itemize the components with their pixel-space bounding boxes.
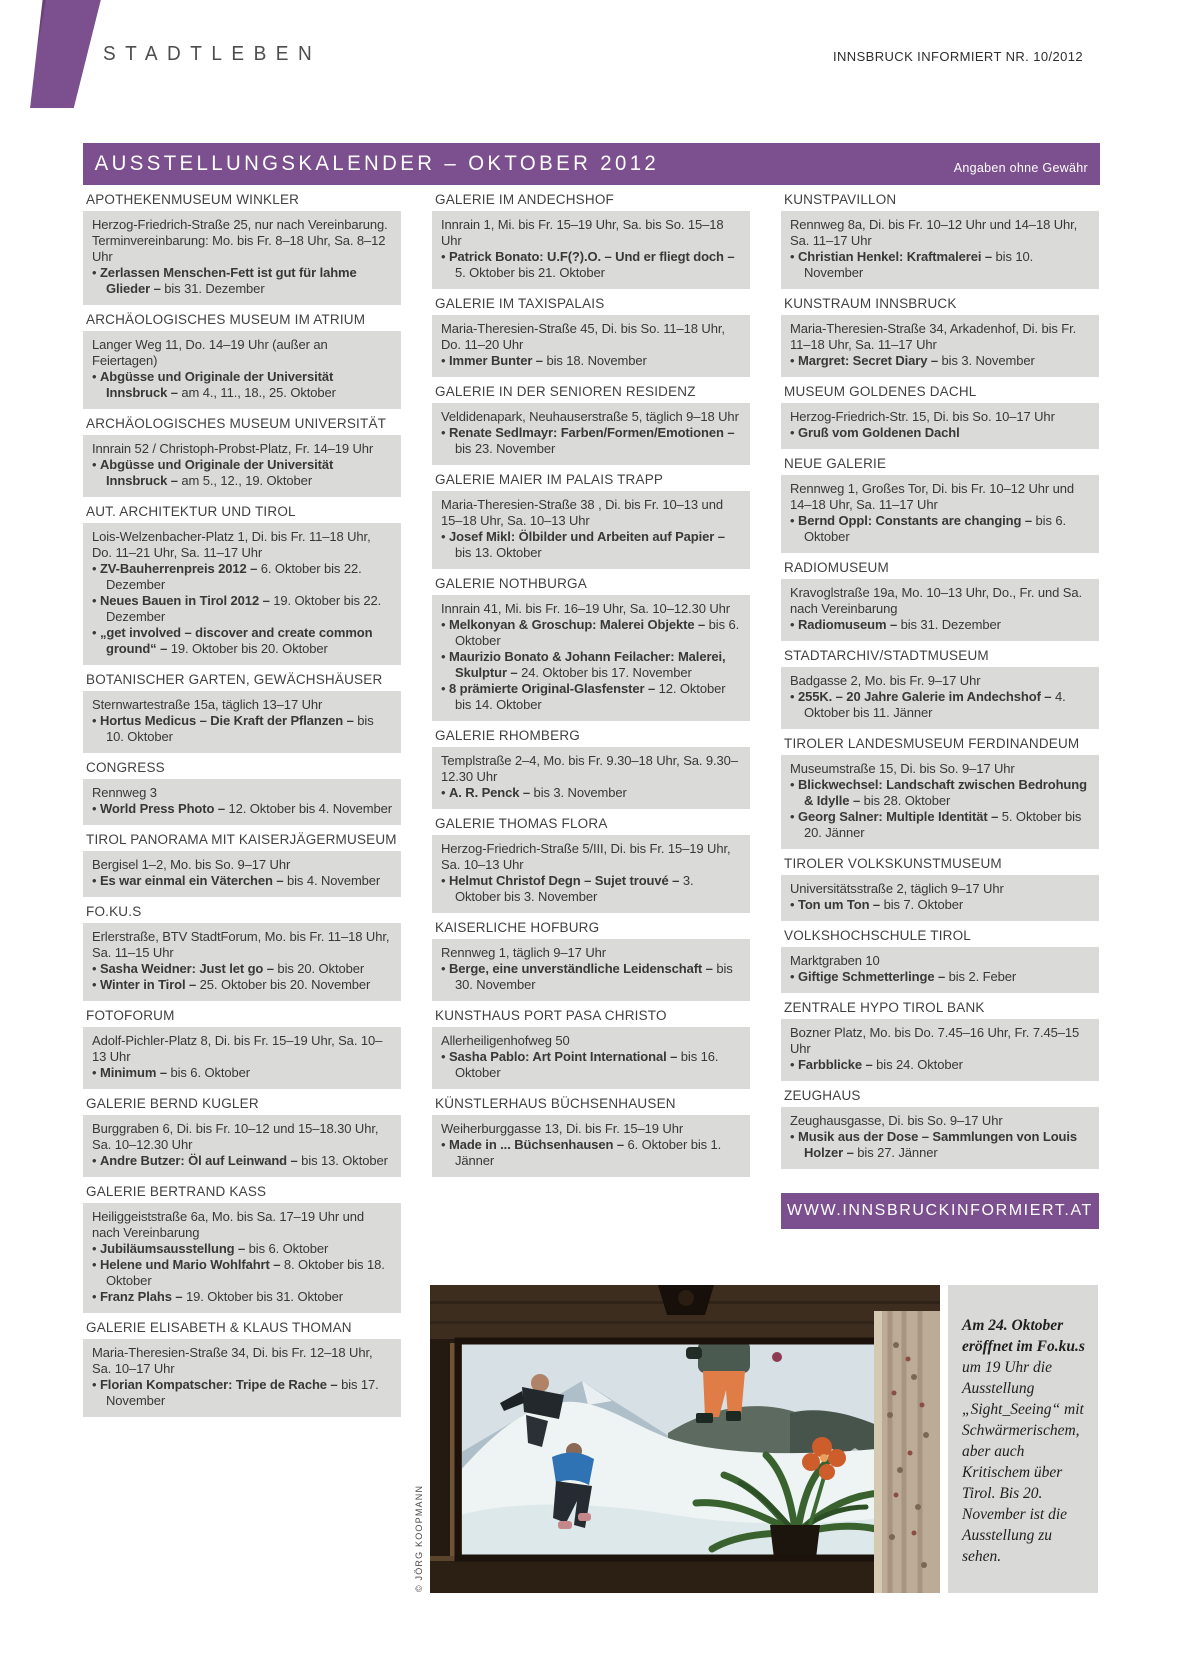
exhibition-item: • Helmut Christof Degn – Sujet trouvé – 3. Oktober bis 3. November xyxy=(441,873,694,904)
venue-details xyxy=(432,1027,750,1089)
venue-details xyxy=(432,595,750,721)
venue-heading: BOTANISCHER GARTEN, GEWÄCHSHÄUSER xyxy=(86,672,383,687)
venue-details xyxy=(432,491,750,569)
exhibition-item: • Maurizio Bonato & Johann Feilacher: Malerei, Skulptur – 24. Oktober bis 17. November xyxy=(441,649,726,680)
exhibition-dates: 6. Oktober bis 22. Dezember xyxy=(106,561,362,592)
exhibition-title: Radiomuseum – xyxy=(797,617,898,632)
venue-details xyxy=(83,1115,401,1177)
exhibition-dates: 4. Oktober bis 11. Jänner xyxy=(804,689,1066,720)
caption-body: um 19 Uhr die Ausstellung „Sight_Seeing“ mit Schwärmerischem, aber auch Kritischem über Tirol. Bis 20. November ist die Ausstellung zu sehen. xyxy=(962,1359,1084,1565)
exhibition-title: World Press Photo – xyxy=(99,801,225,816)
column-2-entries xyxy=(432,192,750,1177)
exhibition-item: • Renate Sedlmayr: Farben/Formen/Emotionen – bis 23. November xyxy=(441,425,735,456)
exhibition-title: ZV-Bauherrenpreis 2012 – xyxy=(99,561,258,576)
column-3 xyxy=(781,190,1099,1417)
exhibition-dates: 12. Oktober bis 14. Oktober xyxy=(455,681,726,712)
exhibition-item: • ZV-Bauherrenpreis 2012 – 6. Oktober bis 22. Dezember xyxy=(92,561,362,592)
exhibition-dates: 5. Oktober bis 20. Jänner xyxy=(804,809,1082,840)
exhibition-item: • Georg Salner: Multiple Identität – 5. Oktober bis 20. Jänner xyxy=(790,809,1082,840)
exhibition-title: Es war einmal ein Väterchen – xyxy=(99,873,284,888)
exhibition-title: Abgüsse und Originale der Universität Innsbruck – xyxy=(99,369,334,400)
exhibition-title: A. R. Penck – xyxy=(448,785,531,800)
issue-reference: INNSBRUCK INFORMIERT NR. 10/2012 xyxy=(833,49,1083,64)
exhibition-dates: 5. Oktober bis 21. Oktober xyxy=(455,265,605,280)
exhibition-title: Giftige Schmetterlinge – xyxy=(797,969,946,984)
exhibition-item: • Immer Bunter – bis 18. November xyxy=(441,353,647,368)
exhibition-item: • Neues Bauen in Tirol 2012 – 19. Oktober bis 22. Dezember xyxy=(92,593,382,624)
exhibition-item: • Christian Henkel: Kraftmalerei – bis 10. November xyxy=(790,249,1034,280)
venue-heading: MUSEUM GOLDENES DACHL xyxy=(784,384,977,399)
venue-heading: AUT. ARCHITEKTUR UND TIROL xyxy=(86,504,296,519)
exhibition-dates: bis 10. November xyxy=(804,249,1034,280)
venue-heading: RADIOMUSEUM xyxy=(784,560,889,575)
window-photo-illustration xyxy=(430,1285,940,1593)
venue-address-hours: Veldidenapark, Neuhauserstraße 5, täglich 9–18 Uhr xyxy=(441,409,739,424)
venue-heading: TIROLER LANDESMUSEUM FERDINANDEUM xyxy=(784,736,1080,751)
venue-address-hours: Zeughausgasse, Di. bis So. 9–17 Uhr xyxy=(790,1113,1003,1128)
venue-heading: KAISERLICHE HOFBURG xyxy=(435,920,600,935)
venue-heading: KÜNSTLERHAUS BÜCHSENHAUSEN xyxy=(435,1096,676,1111)
calendar-title-bar xyxy=(83,143,1100,185)
exhibition-dates: bis 6. Oktober xyxy=(804,513,1066,544)
exhibition-title: Winter in Tirol – xyxy=(99,977,197,992)
exhibition-dates: bis 18. November xyxy=(542,353,647,368)
exhibition-item: • Es war einmal ein Väterchen – bis 4. November xyxy=(92,873,381,888)
exhibition-dates: 25. Oktober bis 20. November xyxy=(196,977,371,992)
calendar-title: AUSSTELLUNGSKALENDER – OKTOBER 2012 xyxy=(94,152,660,175)
exhibition-title: Melkonyan & Groschup: Malerei Objekte – xyxy=(448,617,706,632)
exhibition-title: Florian Kompatscher: Tripe de Rache – xyxy=(99,1377,338,1392)
venue-address-hours: Langer Weg 11, Do. 14–19 Uhr (außer an Feiertagen) xyxy=(92,337,328,368)
exhibition-item: • Musik aus der Dose – Sammlungen von Louis Holzer – bis 27. Jänner xyxy=(790,1129,1078,1160)
exhibition-dates: 12. Oktober bis 4. November xyxy=(224,801,392,816)
column-2 xyxy=(432,190,750,1417)
venue-details xyxy=(781,875,1099,921)
venue-address-hours: Erlerstraße, BTV StadtForum, Mo. bis Fr. 11–18 Uhr, Sa. 11–15 Uhr xyxy=(92,929,390,960)
venue-details xyxy=(83,851,401,897)
exhibition-title: Patrick Bonato: U.F(?).O. – Und er fliegt doch – xyxy=(448,249,735,264)
exhibition-dates: bis 4. November xyxy=(283,873,381,888)
exhibition-title: Bernd Oppl: Constants are changing – xyxy=(797,513,1033,528)
venue-heading: GALERIE IM ANDECHSHOF xyxy=(435,192,614,207)
venue-details xyxy=(83,435,401,497)
exhibition-title: Sasha Weidner: Just let go – xyxy=(99,961,274,976)
exhibition-item: • 255K. – 20 Jahre Galerie im Andechshof – 4. Oktober bis 11. Jänner xyxy=(790,689,1066,720)
exhibition-title: Farbblicke – xyxy=(797,1057,873,1072)
venue-details xyxy=(83,691,401,753)
venue-heading: ZENTRALE HYPO TIROL BANK xyxy=(784,1000,985,1015)
exhibition-title: Abgüsse und Originale der Universität Innsbruck – xyxy=(99,457,334,488)
venue-details xyxy=(83,1203,401,1313)
venue-details xyxy=(432,315,750,377)
venue-address-hours: Rennweg 8a, Di. bis Fr. 10–12 Uhr und 14–18 Uhr, Sa. 11–17 Uhr xyxy=(790,217,1078,248)
venue-heading: VOLKSHOCHSCHULE TIROL xyxy=(784,928,971,943)
exhibition-item: • World Press Photo – 12. Oktober bis 4. November xyxy=(92,801,392,816)
venue-address-hours: Weiherburggasse 13, Di. bis Fr. 15–19 Uhr xyxy=(441,1121,684,1136)
exhibition-title: „get involved – discover and create common ground“ – xyxy=(99,625,373,656)
exhibition-title: Renate Sedlmayr: Farben/Formen/Emotionen – xyxy=(448,425,735,440)
venue-details xyxy=(83,1027,401,1089)
exhibition-dates: bis 6. Oktober xyxy=(455,617,740,648)
exhibition-dates: bis 3. November xyxy=(938,353,1035,368)
exhibition-dates: bis 6. Oktober xyxy=(245,1241,329,1256)
venue-address-hours: Bozner Platz, Mo. bis Do. 7.45–16 Uhr, Fr. 7.45–15 Uhr xyxy=(790,1025,1080,1056)
exhibition-title: Immer Bunter – xyxy=(448,353,543,368)
venue-address-hours: Universitätsstraße 2, täglich 9–17 Uhr xyxy=(790,881,1004,896)
exhibition-title: 8 prämierte Original-Glasfenster – xyxy=(448,681,656,696)
venue-heading: GALERIE IM TAXISPALAIS xyxy=(435,296,605,311)
exhibition-dates: bis 28. Oktober xyxy=(860,793,951,808)
venue-details xyxy=(83,923,401,1001)
venue-address-hours: Innrain 52 / Christoph-Probst-Platz, Fr. 14–19 Uhr xyxy=(92,441,374,456)
exhibition-title: Berge, eine unverständliche Leidenschaft – xyxy=(448,961,713,976)
exhibition-dates: bis 13. Oktober xyxy=(297,1153,388,1168)
exhibition-item: • Hortus Medicus – Die Kraft der Pflanzen – bis 10. Oktober xyxy=(92,713,374,744)
exhibition-title: Josef Mikl: Ölbilder und Arbeiten auf Papier – xyxy=(448,529,725,544)
exhibition-title: Franz Plahs – xyxy=(99,1289,183,1304)
exhibition-item: • Winter in Tirol – 25. Oktober bis 20. November xyxy=(92,977,371,992)
exhibition-item: • Farbblicke – bis 24. Oktober xyxy=(790,1057,963,1072)
venue-heading: STADTARCHIV/STADTMUSEUM xyxy=(784,648,989,663)
venue-details xyxy=(781,1107,1099,1169)
exhibition-dates: bis 7. Oktober xyxy=(880,897,964,912)
venue-address-hours: Marktgraben 10 xyxy=(790,953,880,968)
exhibition-dates: bis 23. November xyxy=(455,441,556,456)
exhibition-title: Jubiläumsausstellung – xyxy=(99,1241,246,1256)
venue-details xyxy=(432,211,750,289)
venue-address-hours: Badgasse 2, Mo. bis Fr. 9–17 Uhr xyxy=(790,673,981,688)
exhibition-title: Maurizio Bonato & Johann Feilacher: Malerei, Skulptur – xyxy=(448,649,726,680)
venue-details xyxy=(781,755,1099,849)
exhibition-title: Gruß vom Goldenen Dachl xyxy=(797,425,960,440)
exhibition-item: • Made in ... Büchsenhausen – 6. Oktober bis 1. Jänner xyxy=(441,1137,722,1168)
exhibition-title: Helmut Christof Degn – Sujet trouvé – xyxy=(448,873,680,888)
section-title: STADTLEBEN xyxy=(103,43,322,65)
caption-lead: Am 24. Oktober eröffnet im Fo.ku.s xyxy=(962,1317,1085,1355)
venue-details xyxy=(781,579,1099,641)
venue-address-hours: Sternwartestraße 15a, täglich 13–17 Uhr xyxy=(92,697,323,712)
exhibition-title: Neues Bauen in Tirol 2012 – xyxy=(99,593,270,608)
exhibition-dates: bis 3. November xyxy=(530,785,627,800)
exhibition-item: • Bernd Oppl: Constants are changing – bis 6. Oktober xyxy=(790,513,1066,544)
exhibition-dates: bis 31. Dezember xyxy=(160,281,265,296)
venue-address-hours: Kravoglstraße 19a, Mo. 10–13 Uhr, Do., Fr. und Sa. nach Vereinbarung xyxy=(790,585,1082,616)
venue-address-hours: Lois-Welzenbacher-Platz 1, Di. bis Fr. 11–18 Uhr, Do. 11–21 Uhr, Sa. 11–17 Uhr xyxy=(92,529,371,560)
exhibition-dates: bis 16. Oktober xyxy=(455,1049,719,1080)
venue-address-hours: Herzog-Friedrich-Str. 15, Di. bis So. 10–17 Uhr xyxy=(790,409,1055,424)
venue-heading: GALERIE THOMAS FLORA xyxy=(435,816,608,831)
venue-address-hours: Maria-Theresien-Straße 38 , Di. bis Fr. 10–13 und 15–18 Uhr, Sa. 10–13 Uhr xyxy=(441,497,723,528)
venue-details xyxy=(432,747,750,809)
venue-address-hours: Maria-Theresien-Straße 34, Di. bis Fr. 12–18 Uhr, Sa. 10–17 Uhr xyxy=(92,1345,373,1376)
venue-details xyxy=(781,1019,1099,1081)
venue-details xyxy=(781,315,1099,377)
venue-address-hours: Innrain 41, Mi. bis Fr. 16–19 Uhr, Sa. 10–12.30 Uhr xyxy=(441,601,731,616)
venue-address-hours: Maria-Theresien-Straße 34, Arkadenhof, Di. bis Fr. 11–18 Uhr, Sa. 11–17 Uhr xyxy=(790,321,1077,352)
exhibition-item: • A. R. Penck – bis 3. November xyxy=(441,785,627,800)
exhibition-title: 255K. – 20 Jahre Galerie im Andechshof – xyxy=(797,689,1052,704)
exhibition-title: Blickwechsel: Landschaft zwischen Bedrohung & Idylle – xyxy=(797,777,1087,808)
venue-details xyxy=(83,211,401,305)
exhibition-item: • Abgüsse und Originale der Universität Innsbruck – am 4., 11., 18., 25. Oktober xyxy=(92,369,336,400)
venue-heading: GALERIE ELISABETH & KLAUS THOMAN xyxy=(86,1320,352,1335)
exhibition-dates: am 5., 12., 19. Oktober xyxy=(177,473,313,488)
exhibition-dates: 3. Oktober bis 3. November xyxy=(455,873,694,904)
venue-details xyxy=(432,1115,750,1177)
window-photo xyxy=(430,1285,940,1593)
exhibition-title: Sasha Pablo: Art Point International – xyxy=(448,1049,678,1064)
venue-address-hours: Innrain 1, Mi. bis Fr. 15–19 Uhr, Sa. bis So. 15–18 Uhr xyxy=(441,217,724,248)
exhibition-dates: bis 13. Oktober xyxy=(455,545,542,560)
venue-address-hours: Templstraße 2–4, Mo. bis Fr. 9.30–18 Uhr, Sa. 9.30–12.30 Uhr xyxy=(441,753,738,784)
venue-address-hours: Herzog-Friedrich-Straße 25, nur nach Vereinbarung. Terminvereinbarung: Mo. bis Fr. 8–18 Uhr, Sa. 8–12 Uhr xyxy=(92,217,388,264)
exhibition-dates: bis 6. Oktober xyxy=(166,1065,251,1080)
exhibition-dates: bis 24. Oktober xyxy=(872,1057,963,1072)
exhibition-item: • Melkonyan & Groschup: Malerei Objekte – bis 6. Oktober xyxy=(441,617,740,648)
column-1 xyxy=(83,190,401,1417)
calendar-disclaimer: Angaben ohne Gewähr xyxy=(953,161,1088,175)
exhibition-item: • Helene und Mario Wohlfahrt – 8. Oktober bis 18. Oktober xyxy=(92,1257,385,1288)
exhibition-item: • Minimum – bis 6. Oktober xyxy=(92,1065,251,1080)
exhibition-title: Georg Salner: Multiple Identität – xyxy=(797,809,999,824)
exhibition-item: • Giftige Schmetterlinge – bis 2. Feber xyxy=(790,969,1017,984)
column-1-entries xyxy=(83,192,401,1417)
venue-heading: KUNSTRAUM INNSBRUCK xyxy=(784,296,957,311)
exhibition-dates: bis 27. Jänner xyxy=(853,1145,938,1160)
exhibition-title: Helene und Mario Wohlfahrt – xyxy=(99,1257,281,1272)
exhibition-dates: am 4., 11., 18., 25. Oktober xyxy=(177,385,336,400)
venue-heading: TIROLER VOLKSKUNSTMUSEUM xyxy=(784,856,1002,871)
exhibition-title: Made in ... Büchsenhausen – xyxy=(448,1137,624,1152)
website-banner: WWW.INNSBRUCKINFORMIERT.AT xyxy=(781,1193,1099,1229)
venue-heading: APOTHEKENMUSEUM WINKLER xyxy=(86,192,300,207)
exhibition-item: • „get involved – discover and create common ground“ – 19. Oktober bis 20. Oktober xyxy=(92,625,373,656)
photo-credit: © JÖRG KOOPMANN xyxy=(414,1484,424,1592)
exhibition-dates: bis 10. Oktober xyxy=(106,713,374,744)
venue-heading: GALERIE RHOMBERG xyxy=(435,728,580,743)
venue-address-hours: Heiliggeiststraße 6a, Mo. bis Sa. 17–19 Uhr und nach Vereinbarung xyxy=(92,1209,365,1240)
venue-details xyxy=(83,523,401,665)
exhibition-dates: 19. Oktober bis 31. Oktober xyxy=(182,1289,343,1304)
exhibition-dates: 8. Oktober bis 18. Oktober xyxy=(106,1257,385,1288)
venue-heading: NEUE GALERIE xyxy=(784,456,887,471)
venue-details xyxy=(781,403,1099,449)
exhibition-item: • Gruß vom Goldenen Dachl xyxy=(790,425,960,440)
venue-details xyxy=(432,403,750,465)
venue-address-hours: Herzog-Friedrich-Straße 5/III, Di. bis Fr. 15–19 Uhr, Sa. 10–13 Uhr xyxy=(441,841,731,872)
venue-details xyxy=(781,947,1099,993)
exhibition-dates: bis 20. Oktober xyxy=(273,961,365,976)
venue-heading: KUNSTHAUS PORT PASA CHRISTO xyxy=(435,1008,667,1023)
exhibition-dates: bis 2. Feber xyxy=(945,969,1017,984)
venue-details xyxy=(83,1339,401,1417)
exhibition-dates: bis 30. November xyxy=(455,961,733,992)
exhibition-item: • Jubiläumsausstellung – bis 6. Oktober xyxy=(92,1241,329,1256)
exhibition-dates: 24. Oktober bis 17. November xyxy=(517,665,692,680)
exhibition-item: • Sasha Weidner: Just let go – bis 20. Oktober xyxy=(92,961,365,976)
venue-address-hours: Rennweg 1, täglich 9–17 Uhr xyxy=(441,945,606,960)
venue-heading: TIROL PANORAMA MIT KAISERJÄGERMUSEUM xyxy=(86,832,397,847)
venue-details xyxy=(781,667,1099,729)
column-3-entries xyxy=(781,192,1099,1169)
page-number: 34 xyxy=(14,42,34,61)
venue-address-hours: Rennweg 1, Großes Tor, Di. bis Fr. 10–12 Uhr und 14–18 Uhr, Sa. 11–17 Uhr xyxy=(790,481,1074,512)
exhibition-dates: 19. Oktober bis 22. Dezember xyxy=(106,593,382,624)
exhibition-item: • Abgüsse und Originale der Universität Innsbruck – am 5., 12., 19. Oktober xyxy=(92,457,334,488)
venue-heading: FO.KU.S xyxy=(86,904,142,919)
venue-address-hours: Burggraben 6, Di. bis Fr. 10–12 und 15–18.30 Uhr, Sa. 10–12.30 Uhr xyxy=(92,1121,379,1152)
venue-heading: FOTOFORUM xyxy=(86,1008,175,1023)
exhibition-item: • Josef Mikl: Ölbilder und Arbeiten auf Papier – bis 13. Oktober xyxy=(441,529,725,560)
exhibition-dates: bis 17. November xyxy=(106,1377,379,1408)
venue-heading: GALERIE IN DER SENIOREN RESIDENZ xyxy=(435,384,696,399)
exhibition-item: • Margret: Secret Diary – bis 3. November xyxy=(790,353,1035,368)
venue-details xyxy=(781,475,1099,553)
exhibition-dates: bis 31. Dezember xyxy=(897,617,1001,632)
exhibition-item: • Zerlassen Menschen-Fett ist gut für lahme Glieder – bis 31. Dezember xyxy=(92,265,357,296)
exhibition-title: Andre Butzer: Öl auf Leinwand – xyxy=(99,1153,298,1168)
exhibition-item: • Franz Plahs – 19. Oktober bis 31. Oktober xyxy=(92,1289,343,1304)
exhibition-title: Christian Henkel: Kraftmalerei – xyxy=(797,249,993,264)
exhibition-title: Ton um Ton – xyxy=(797,897,881,912)
exhibition-title: Hortus Medicus – Die Kraft der Pflanzen – xyxy=(99,713,354,728)
venue-heading: GALERIE BERTRAND KASS xyxy=(86,1184,267,1199)
exhibition-item: • Radiomuseum – bis 31. Dezember xyxy=(790,617,1001,632)
venue-heading: KUNSTPAVILLON xyxy=(784,192,897,207)
exhibition-item: • 8 prämierte Original-Glasfenster – 12. Oktober bis 14. Oktober xyxy=(441,681,726,712)
venue-address-hours: Bergisel 1–2, Mo. bis So. 9–17 Uhr xyxy=(92,857,291,872)
exhibition-dates: 19. Oktober bis 20. Oktober xyxy=(167,641,328,656)
venue-address-hours: Adolf-Pichler-Platz 8, Di. bis Fr. 15–19 Uhr, Sa. 10–13 Uhr xyxy=(92,1033,383,1064)
exhibition-item: • Florian Kompatscher: Tripe de Rache – bis 17. November xyxy=(92,1377,379,1408)
exhibition-dates: 6. Oktober bis 1. Jänner xyxy=(455,1137,722,1168)
venue-address-hours: Rennweg 3 xyxy=(92,785,157,800)
venue-address-hours: Maria-Theresien-Straße 45, Di. bis So. 11–18 Uhr, Do. 11–20 Uhr xyxy=(441,321,725,352)
exhibition-item: • Patrick Bonato: U.F(?).O. – Und er fliegt doch – 5. Oktober bis 21. Oktober xyxy=(441,249,735,280)
exhibition-title: Zerlassen Menschen-Fett ist gut für lahme Glieder – xyxy=(99,265,357,296)
exhibition-item: • Blickwechsel: Landschaft zwischen Bedrohung & Idylle – bis 28. Oktober xyxy=(790,777,1087,808)
venue-details xyxy=(432,835,750,913)
exhibition-item: • Berge, eine unverständliche Leidenschaft – bis 30. November xyxy=(441,961,733,992)
venue-address-hours: Allerheiligenhofweg 50 xyxy=(441,1033,570,1048)
venue-heading: GALERIE NOTHBURGA xyxy=(435,576,587,591)
exhibition-title: Minimum – xyxy=(99,1065,167,1080)
exhibition-title: Musik aus der Dose – Sammlungen von Louis Holzer – xyxy=(797,1129,1078,1160)
venue-heading: ARCHÄOLOGISCHES MUSEUM UNIVERSITÄT xyxy=(86,416,387,431)
exhibition-item: • Sasha Pablo: Art Point International – bis 16. Oktober xyxy=(441,1049,719,1080)
exhibition-item: • Ton um Ton – bis 7. Oktober xyxy=(790,897,964,912)
venue-heading: GALERIE BERND KUGLER xyxy=(86,1096,259,1111)
venue-heading: CONGRESS xyxy=(86,760,165,775)
venue-details xyxy=(83,779,401,825)
venue-heading: ARCHÄOLOGISCHES MUSEUM IM ATRIUM xyxy=(86,312,366,327)
exhibition-title: Margret: Secret Diary – xyxy=(797,353,939,368)
photo-caption xyxy=(948,1285,1098,1593)
venue-details xyxy=(432,939,750,1001)
exhibition-item: • Andre Butzer: Öl auf Leinwand – bis 13. Oktober xyxy=(92,1153,388,1168)
venue-heading: GALERIE MAIER IM PALAIS TRAPP xyxy=(435,472,664,487)
listing-columns xyxy=(83,190,1100,1417)
venue-details xyxy=(83,331,401,409)
venue-address-hours: Museumstraße 15, Di. bis So. 9–17 Uhr xyxy=(790,761,1015,776)
venue-heading: ZEUGHAUS xyxy=(784,1088,861,1103)
venue-details xyxy=(781,211,1099,289)
